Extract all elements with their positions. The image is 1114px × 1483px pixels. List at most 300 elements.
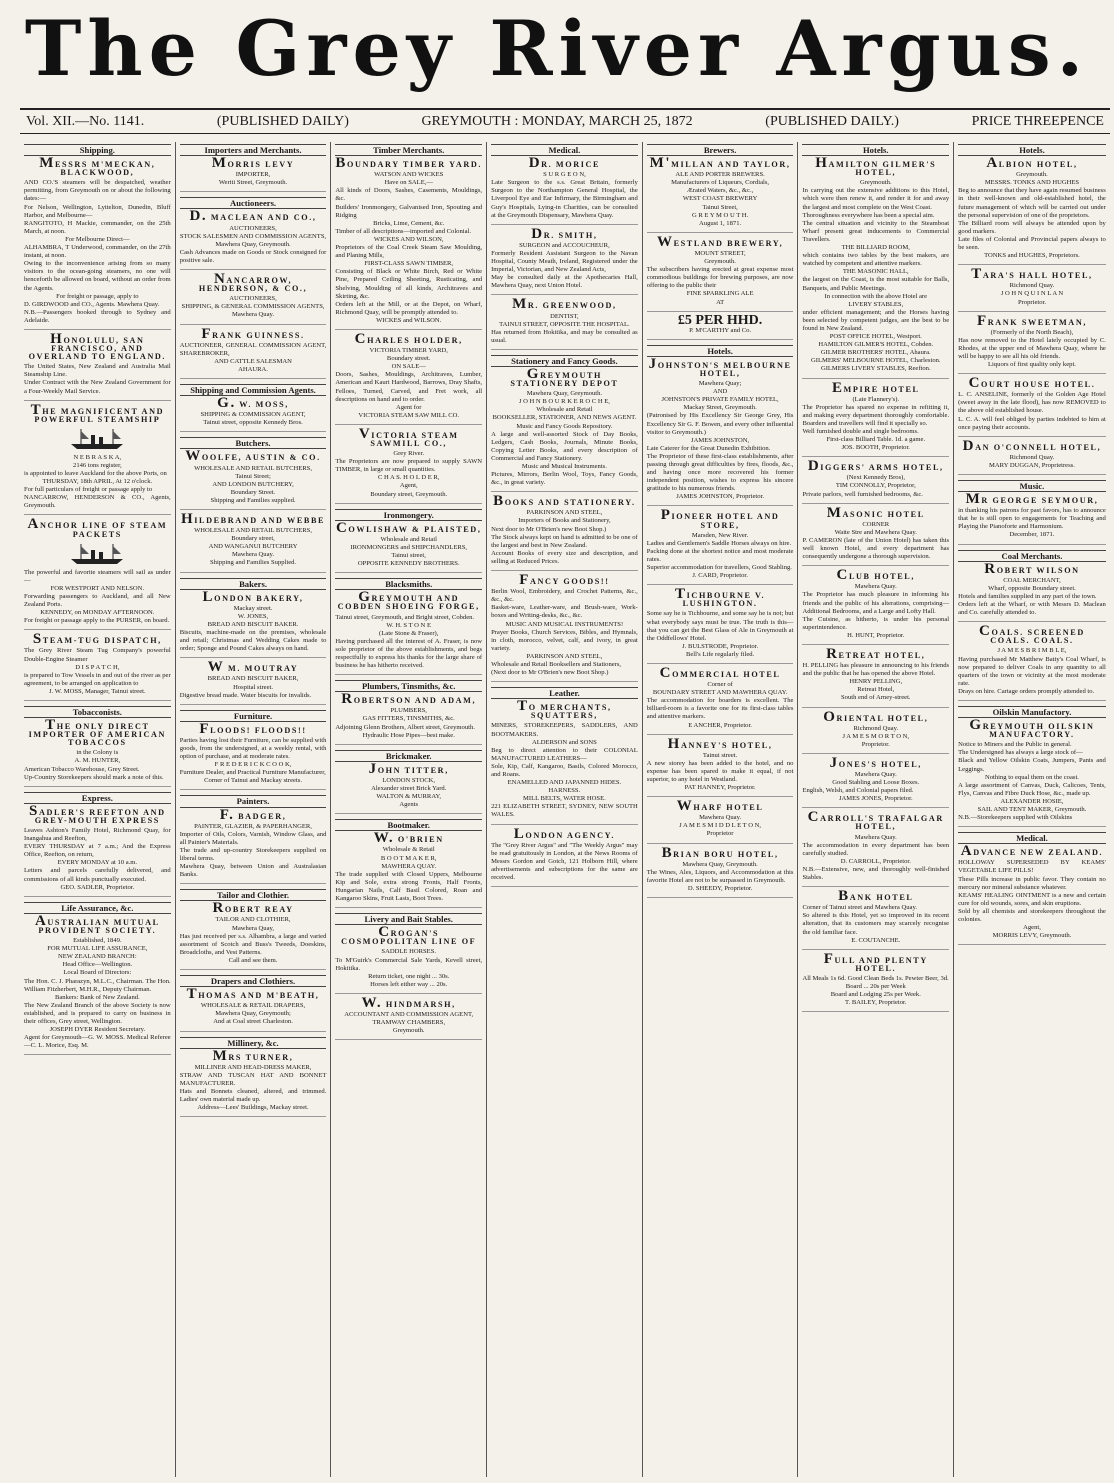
- column-5: [643, 142, 799, 1477]
- ad-text-line: TAINUI STREET, OPPOSITE THE HOSPITAL.: [499, 320, 630, 328]
- advertisement: [180, 155, 327, 192]
- ad-text-line: Horses left either way ... 20s.: [370, 980, 448, 988]
- advertiser-name: LONDON BAKERY,: [202, 588, 304, 605]
- section-heading: Express.: [24, 792, 171, 804]
- ad-text-line: D. CARROLL, Proprietor.: [840, 857, 911, 865]
- ad-text-line: AND WANGANUI BUTCHERY: [208, 543, 298, 551]
- ad-text-line: Call and see them.: [228, 956, 278, 964]
- ad-text-line: EVERY MONDAY at 10 a.m.: [57, 859, 138, 867]
- ad-text-line: Have on SALE,—: [384, 179, 433, 187]
- advertisement: [179, 659, 327, 704]
- advertisement: [958, 155, 1106, 265]
- ad-text-line: So altered is this Hotel, yet so improved in its recent alteration, that its customers may scarcely recognise the old familiar face.: [802, 912, 950, 936]
- ad-text-line: THE BILLIARD ROOM,: [841, 244, 910, 252]
- advertiser-name: ROBERT REAY: [212, 900, 294, 917]
- ad-text-line: ENAMELLED AND JAPANNED HIDES.: [507, 779, 622, 787]
- ad-text-line: American Tobacco Warehouse, Grey Street.: [24, 765, 140, 773]
- column-2: [176, 142, 332, 1477]
- ad-text-line: Has just received per s.s. Alhambra, a large and varied assortment of Scotch and Buss's Tweeds, Doeskins, Broadcloths, and Vest Patterns.: [179, 932, 327, 956]
- ad-text-line: Hydraulic Hose Pipes—best make.: [362, 731, 455, 739]
- advertiser-name: SADLER'S REEFTON AND GREY-MOUTH EXPRESS: [29, 802, 166, 825]
- ad-text-line: (Late Stone & Fraser),: [379, 629, 439, 637]
- advertiser-name: WOOLFE, AUSTIN & CO.: [185, 448, 321, 465]
- section-heading: Medical.: [491, 144, 638, 156]
- advertisement: [179, 208, 327, 270]
- ad-text-line: Hotels and families supplied in any part of the town.: [958, 592, 1097, 600]
- place-date: GREYMOUTH : MONDAY, MARCH 25, 1872: [421, 113, 693, 129]
- ad-text-line: Mackay street.: [233, 604, 273, 612]
- ad-text-line: PAT HANNEY, Proprietor.: [684, 784, 756, 792]
- section-heading: Brewers.: [647, 144, 794, 156]
- ad-text-line: GILMERS' MELBOURNE HOTEL, Charleston.: [810, 357, 941, 365]
- advertisement: [646, 233, 794, 312]
- advertiser-name: ALBION HOTEL,: [986, 155, 1078, 172]
- ad-text-line: RANGITOTO, H Mackie, commander, on the 25th March, at noon.: [24, 219, 171, 235]
- ad-text-line: Black and Yellow Oilskin Coats, Jumpers, Pants and Leggings.: [958, 757, 1106, 773]
- ad-text-line: T. BAILEY, Proprietor.: [845, 999, 907, 1007]
- advertiser-name: FRANK GUINNESS.: [201, 325, 305, 342]
- advertisement: [958, 491, 1106, 544]
- ad-text-line: STOCK SALESMEN AND COMMISSION AGENTS,: [179, 232, 327, 240]
- volume-number: Vol. XII.—No. 1141.: [26, 113, 145, 129]
- ad-text-line: Mawhera Quay, Greymouth.: [526, 390, 603, 398]
- advertiser-name: W. O'BRIEN: [373, 830, 444, 847]
- advertiser-name: CROGAN'S COSMOPOLITAN LINE OF: [341, 924, 477, 947]
- advertisement: [491, 225, 638, 296]
- ad-text-line: under efficient management; and the Horses having been selected by competent judges, are the best to be found in New Zealand.: [802, 308, 950, 332]
- ad-text-line: Music and Musical Instruments.: [521, 463, 607, 470]
- ad-text-line: PLUMBERS,: [390, 707, 427, 715]
- ad-text-line: FINE SPARKLING ALE: [686, 290, 754, 298]
- ad-text-line: Owing to the inconvenience arising from so many visitors to the ocean-going steamers, no one will henceforth be allowed on board, without an order from the Agents.: [24, 260, 171, 292]
- section-heading: Medical.: [958, 832, 1106, 844]
- ad-text-line: Corner of: [707, 681, 733, 689]
- ad-text-line: Importer of Oils, Colors, Varnish, Window Glass, and all Painter's Materials.: [179, 830, 327, 846]
- advertiser-name: TARA'S HALL HOTEL,: [971, 266, 1093, 283]
- advertiser-name: CLUB HOTEL,: [836, 567, 916, 584]
- ad-text-line: AUCTIONEER, GENERAL COMMISSION AGENT, SHAREBROKER,: [179, 341, 327, 357]
- ad-text-line: D. SHEEDY, Proprietor.: [687, 884, 753, 892]
- advertiser-name: RETREAT HOTEL,: [826, 645, 926, 662]
- section-heading: Leather.: [491, 687, 638, 699]
- ad-text-line: Boundary Street.: [230, 488, 276, 496]
- ad-text-line: Agent,: [1023, 924, 1041, 932]
- ad-text-line: (Formerly of the North Beach),: [990, 328, 1074, 336]
- ad-text-line: TONKS and HUGHES, Proprietors.: [984, 252, 1080, 260]
- ad-text-line: BOOKSELLER, STATIONER, AND NEWS AGENT.: [492, 414, 637, 422]
- advertiser-name: VICTORIA STEAM SAWMILL CO.,: [358, 425, 459, 448]
- advertisement: [180, 271, 327, 324]
- ad-text-line: ALHAMBRA, T Underwood, commander, on the 27th instant, at noon.: [24, 244, 171, 260]
- published-daily-right: (PUBLISHED DAILY.): [765, 113, 899, 129]
- advertisement: [802, 645, 950, 708]
- ad-text-line: Formerly Resident Assistant Surgeon to the Navan Hospital, County Meath, Ireland, Registered under the Imperial, Victorian, and New Zealand Acts,: [491, 249, 638, 274]
- ad-text-line: MILL BELTS, WATER HOSE.: [523, 795, 606, 803]
- ad-text-line: Richmond Quay.: [1009, 453, 1055, 461]
- advertisement: [958, 437, 1106, 475]
- advertisement: [802, 155, 950, 378]
- ad-text-line: C H A S. H O L D E R,: [377, 474, 440, 482]
- section-heading: Hotels.: [802, 144, 949, 156]
- ad-text-line: N.B.—Storekeepers supplied with Oilskins: [958, 814, 1073, 822]
- advertiser-name: W M. MOUTRAY: [207, 659, 299, 676]
- advertisement: [335, 691, 482, 744]
- advertisement: [335, 155, 483, 330]
- advertiser-name: EMPIRE HOTEL: [831, 379, 920, 396]
- advertiser-name: FRANK SWEETMAN,: [976, 312, 1087, 329]
- ad-text-line: WHOLESALE AND RETAIL BUTCHERS,: [194, 527, 312, 535]
- ad-text-line: POST OFFICE HOTEL, Westport.: [829, 333, 922, 341]
- advertisement: [802, 754, 949, 808]
- advertisement: [335, 830, 483, 908]
- ad-text-line: The Billiard room will always be attended upon by good markers.: [958, 219, 1106, 235]
- ad-text-line: is prepared to Tow Vessels in and out of the river as per agreement, to be arranged on application to: [24, 671, 171, 687]
- ad-text-line: The Hon. C. J. Pharazyn, M.L.C., Chairman. The Hon. William Fitzherbert, M.H.R., Deputy Chairman.: [24, 977, 171, 993]
- section-heading: Millinery, &c.: [180, 1037, 327, 1049]
- ad-text-line: AHAURA.: [238, 365, 268, 373]
- ad-text-line: Next door to Mr O'Brien's new Boot Shop.): [491, 525, 607, 533]
- ad-text-line: The trade and up-country Storekeepers supplied on liberal terms.: [179, 846, 327, 862]
- advertiser-name: THE ONLY DIRECT IMPORTER OF AMERICAN TOBACCOS: [28, 717, 167, 748]
- ad-text-line: D. GIRDWOOD and CO., Agents. Mawhera Quay.: [24, 300, 160, 308]
- ad-text-line: The central situation and vicinity to the Steamboat Wharf present great inducements to Commercial Travellers.: [802, 219, 950, 243]
- advertisement: [179, 588, 327, 659]
- ad-text-line: Tainui street, Greymouth, and Bright street, Cobden.: [335, 613, 475, 621]
- advertiser-name: D. MACLEAN AND CO.,: [189, 208, 317, 225]
- advertiser-name: ADVANCE NEW ZEALAND.: [960, 843, 1104, 860]
- advertisement: [646, 507, 794, 585]
- ad-text-line: COAL MERCHANT,: [1003, 576, 1061, 584]
- ad-text-line: NANCARROW, HENDERSON & CO., Agents, Greymouth.: [24, 494, 171, 510]
- ad-text-line: All kinds of Doors, Sashes, Casements, Mouldings, &c.: [335, 187, 483, 203]
- advertiser-name: HILDEBRAND AND WEBBE: [180, 511, 326, 527]
- ad-text-line: Timber of all descriptions—imported and Colonial.: [335, 227, 472, 235]
- ad-text-line: Leaves Ashton's Family Hotel, Richmond Quay, for Inangahua and Reefton,: [24, 827, 171, 843]
- ad-text-line: In connection with the above Hotel are: [824, 292, 928, 300]
- dateline: [20, 108, 1110, 134]
- ad-text-line: These Pills increase in public favor. They contain no mercury nor mineral substance whatever.: [958, 875, 1106, 891]
- ad-text-line: ACCOUNTANT AND COMMISSION AGENT,: [344, 1010, 474, 1018]
- advertiser-name: DR. SMITH,: [531, 225, 598, 242]
- ad-text-line: JAMES JONES, Proprietor.: [838, 795, 913, 803]
- column-7: [954, 142, 1110, 1477]
- ad-text-line: A large and well-assorted Stock of Day Books, Ledgers, Cash Books, Journals, Minute Books, Copying Letter Books, and every description of Commercial and Fancy Stationery.: [491, 430, 638, 462]
- ad-text-line: Doors, Sashes, Mouldings, Architraves, Lumber, American and Kauri Hardwood, Barrows, Dray Shafts, Felloes, Turned, Carved, and Fret work, all descriptions on hand and to order.: [335, 371, 483, 403]
- advertisement: [24, 330, 171, 401]
- advertiser-name: W. HINDMARSH,: [361, 994, 456, 1011]
- ad-text-line: MILLINER AND HEAD-DRESS MAKER,: [194, 1063, 312, 1071]
- advertiser-name: MORRIS LEVY: [211, 155, 295, 172]
- ad-text-line: Richmond Quay.: [1009, 282, 1055, 290]
- ad-text-line: 2146 tons register,: [73, 461, 122, 469]
- ad-text-line: BOUNDARY STREET AND MAWHERA QUAY.: [652, 689, 788, 697]
- ad-text-line: Beg to direct attention to their COLONIAL MANUFACTURED LEATHERS—: [491, 746, 638, 762]
- ad-text-line: Proprietor.: [1017, 298, 1046, 306]
- section-heading: Livery and Bait Stables.: [335, 913, 482, 925]
- ad-text-line: Wholesale & Retail: [382, 846, 435, 854]
- advertisement: [491, 296, 638, 349]
- ad-text-line: Proprietor.: [861, 740, 890, 748]
- ad-text-line: For full particulars of freight or passage apply to: [24, 486, 153, 494]
- section-heading: Brickmaker.: [335, 750, 482, 762]
- ad-text-line: Parties having lost their Furniture, can be supplied with goods, from the undersigned, at a weekly rental, with option of purchase, and at moderate rates.: [179, 736, 327, 761]
- advertiser-name: NANCARROW, HENDERSON, & CO.,: [198, 271, 308, 294]
- ad-text-line: August 1, 1871.: [699, 219, 742, 227]
- advertiser-name: STEAM-TUG DISPATCH,: [32, 631, 162, 648]
- ad-text-line: (Next Kennedy Bros),: [846, 474, 905, 482]
- ad-text-line: Agent,: [399, 482, 418, 490]
- advertisement: [958, 843, 1106, 945]
- advertisement: [335, 425, 483, 504]
- price-headline: £5 PER HHD.: [677, 312, 763, 328]
- advertisement: [647, 312, 794, 340]
- section-heading: Blacksmiths.: [335, 578, 482, 590]
- advertiser-name: ROBERTSON AND ADAM,: [341, 691, 477, 708]
- ad-text-line: WATSON AND WICKES: [374, 171, 444, 179]
- advertisement: [24, 631, 171, 701]
- ad-text-line: Shipping and Families Supplied.: [209, 559, 297, 567]
- section-heading: Hotels.: [647, 345, 794, 357]
- ad-text-line: PARKINSON AND STEEL,: [526, 509, 603, 517]
- advertiser-name: JOHNSTON'S MELBOURNE HOTEL,: [648, 355, 792, 378]
- ad-text-line: The New Zealand Branch of the above Society is now established, and is prepared to carry on business in their offices, Grey street, Wellington.: [24, 1001, 171, 1025]
- ad-text-line: Mawhera Quay;: [698, 380, 742, 388]
- ad-text-line: Orders left at the Wharf, or with Messrs D. Maclean and Co. carefully attended to.: [958, 601, 1106, 617]
- ad-text-line: B O O T M A K E R,: [380, 854, 437, 862]
- advertisement: [180, 511, 327, 573]
- advertiser-name: COWLISHAW & PLAISTED,: [335, 519, 482, 536]
- advertisement: [491, 493, 638, 571]
- ad-text-line: BREAD AND BISCUIT BAKER.: [207, 620, 299, 628]
- ad-text-line: Mawhera Quay.: [854, 833, 897, 841]
- ad-text-line: in thanking his patrons for past favors, has to announce that he is still open to engagements for Teaching and Playing the Pianoforte and Harmonium.: [958, 507, 1106, 531]
- ad-text-line: English, Welsh, and Colonial papers filed.: [802, 787, 914, 795]
- ad-text-line: E ANCHER, Proprietor.: [688, 721, 752, 729]
- ad-text-line: Greymouth.: [392, 1027, 425, 1035]
- ad-text-line: Late Surgeon to the s.s. Great Britain, formerly Surgeon to the Northampton General Hospital, the Liverpool Eye and Ear Infirmary, the Birmingham and Guy's Hospitals, Lying-in Charities, can be consulted at the Greymouth Dispensary, Mawhera Quay.: [491, 179, 638, 219]
- ad-text-line: Established, 1849.: [73, 937, 122, 945]
- ad-text-line: Head Office—Wellington.: [62, 961, 133, 969]
- ad-text-line: is appointed to leave Auckland for the above Ports, on: [24, 470, 167, 477]
- ad-text-line: Hats and Bonnets cleaned, altered, and trimmed. Ladies' own material made up.: [179, 1087, 327, 1104]
- ad-text-line: Mawhera Quay, between Union and Australasian Banks.: [179, 863, 327, 879]
- advertisement: [646, 355, 794, 507]
- ad-text-line: For freight or passage apply to the PURSER, on board.: [24, 617, 170, 625]
- advertisement: [491, 155, 638, 225]
- advertisement: [179, 720, 327, 791]
- advertiser-name: BOUNDARY TIMBER YARD.: [335, 155, 483, 172]
- ad-text-line: Nothing to equal them on the coast.: [984, 773, 1079, 781]
- ad-text-line: CORNER: [862, 520, 890, 528]
- ad-text-line: H. HUNT, Proprietor.: [847, 631, 905, 639]
- ad-text-line: N E B R A S K A,: [73, 453, 122, 461]
- price: PRICE THREEPENCE: [971, 113, 1104, 129]
- ad-text-line: Boundary street, Greymouth.: [370, 490, 448, 498]
- advertiser-name: JOHN TITTER,: [368, 760, 449, 777]
- ad-text-line: Boundary street,: [231, 535, 275, 543]
- published-daily-left: (PUBLISHED DAILY): [216, 113, 349, 129]
- ad-text-line: December, 1871.: [1009, 531, 1055, 539]
- advertisement: [491, 572, 638, 682]
- advertiser-name: CHARLES HOLDER,: [354, 330, 463, 347]
- advertisement: [179, 900, 327, 970]
- ad-text-line: Basket-ware, Leather-ware, and Brush-ware, Work-boxes and Writing-desks, &c., &c.: [491, 604, 638, 620]
- advertisement: [646, 664, 794, 735]
- advertisement: [647, 798, 794, 843]
- ad-text-line: Drays on hire. Cartage orders promptly attended to.: [958, 687, 1095, 695]
- ad-text-line: For Melbourne Direct—: [65, 235, 130, 243]
- ad-text-line: Mawhera Quay.: [854, 771, 897, 778]
- ad-text-line: W. JONES,: [237, 612, 269, 620]
- advertiser-name: MRS TURNER,: [212, 1047, 294, 1064]
- ad-text-line: Local Board of Directors:: [63, 969, 132, 977]
- advertiser-name: PIONEER HOTEL AND STORE,: [660, 507, 780, 530]
- section-heading: Music.: [958, 480, 1106, 492]
- ad-text-line: Furniture Dealer, and Practical Furniture Manufacturer,: [179, 769, 326, 777]
- ad-text-line: First-class Billiard Table. 1d. a game.: [826, 436, 926, 444]
- ad-text-line: ALE AND PORTER BREWERS.: [675, 171, 765, 179]
- ad-text-line: The Wines, Ales, Liquors, and Accommodation at this favorite Hotel are not to be surpassed in Greymouth.: [646, 868, 794, 884]
- advertiser-name: MR GEORGE SEYMOUR,: [965, 491, 1099, 508]
- ad-text-line: South end of Arney-street.: [840, 694, 911, 702]
- advertiser-name: GREYMOUTH STATIONERY DEPOT: [510, 365, 619, 389]
- advertiser-name: DAN O'CONNELL HOTEL,: [962, 437, 1102, 454]
- ad-text-line: The Undersigned has always a large stock of—: [958, 749, 1083, 757]
- ad-text-line: Sole, Kip, Calf, Kangaroo, Basils, Colored Morocco, and Roans.: [491, 762, 638, 778]
- ad-text-line: To M'Guirk's Commercial Sale Yards, Kevell street, Hokitika.: [335, 956, 483, 972]
- ad-text-line: VICTORIA TIMBER YARD,: [369, 347, 448, 355]
- ad-text-line: A new storey has been added to the hotel, and no expense has been spared to make it equal, if not superior, to any hotel in Westland.: [646, 759, 794, 783]
- advertisement: [180, 986, 327, 1031]
- advertiser-name: HONOLULU, SAN FRANCISCO, AND OVERLAND TO ENGLAND.: [28, 330, 167, 362]
- section-heading: Life Assurance, &c.: [24, 902, 171, 914]
- ad-text-line: Waite Stre and Mawhera Quay.: [834, 528, 917, 536]
- ad-text-line: F R E D E R I C K C O O K,: [214, 761, 292, 769]
- ad-text-line: Late files of Colonial and Provincial papers always to be seen.: [958, 235, 1106, 252]
- ad-text-line: Greymouth.: [1016, 171, 1048, 179]
- ad-text-line: Marsden, New River.: [691, 531, 749, 539]
- advertisement: [958, 717, 1106, 827]
- ad-text-line: MOUNT STREET,: [694, 249, 746, 257]
- ad-text-line: STRAW AND TUSCAN HAT AND BONNET MANUFACTURER.: [179, 1071, 327, 1087]
- ad-text-line: May be consulted daily at the Apothecaries Hall, Mawhera Quay, next Union Hotel.: [491, 274, 638, 290]
- ad-text-line: (Next door to Mr O'Brien's new Boot Shop.): [491, 669, 609, 677]
- ad-text-line: Tainui street, opposite Kennedy Bros.: [203, 419, 303, 427]
- ad-text-line: The powerful and favorite steamers will sail as under—: [24, 568, 171, 584]
- section-heading: Butchers.: [180, 437, 327, 449]
- ad-text-line: Good Stabling and Loose Boxes.: [832, 779, 920, 787]
- advertisement: [802, 379, 950, 458]
- advertisement: [802, 708, 949, 754]
- ad-text-line: Retreat Hotel,: [857, 686, 895, 694]
- section-heading: Shipping and Commission Agents.: [180, 384, 327, 396]
- ad-text-line: Adjoining Glenn Brothers, Albert street, Greymouth.: [335, 723, 475, 731]
- ad-text-line: Proprietor: [706, 830, 734, 838]
- ad-text-line: Under Contract with the New Zealand Government for a Four-Weekly Mail Service.: [24, 379, 171, 395]
- advertiser-name: COURT HOUSE HOTEL.: [968, 375, 1096, 392]
- advertisement: [646, 735, 794, 798]
- ad-text-line: The Grey River Steam Tug Company's powerful Double-Engine Steamer: [24, 647, 171, 663]
- ad-text-line: JOHNSTON'S PRIVATE FAMILY HOTEL,: [661, 396, 779, 404]
- ad-text-line: J A M E S B R I M B L E,: [997, 647, 1067, 655]
- advertiser-name: TICHBOURNE V. LUSHINGTON.: [675, 586, 766, 609]
- ad-text-line: Boundary street.: [386, 355, 431, 363]
- advertisement: [802, 809, 950, 887]
- ad-text-line: Agent for Greymouth—G. W. MOSS. Medical Referee—C. L. Morice, Esq. M.: [24, 1034, 171, 1050]
- advertisement: [335, 589, 483, 675]
- ad-text-line: NEW ZEALAND BRANCH:: [58, 953, 137, 961]
- ad-text-line: Corner of Tainui and Mackay streets.: [204, 777, 302, 785]
- advertisement: [647, 155, 794, 233]
- advertisement: [335, 330, 483, 425]
- advertiser-name: CARROLL'S TRAFALGAR HOTEL,: [807, 809, 944, 832]
- advertiser-name: GREYMOUTH OILSKIN MANUFACTORY.: [969, 717, 1095, 740]
- ad-text-line: The Proprietor has much pleasure in informing his friends and the public of his alterations, comprising—Additional Bedrooms, and a Large and Lofty Hall.: [802, 591, 950, 615]
- ad-text-line: Beg to announce that they have again resumed business in their well-known and old-established hotel, the future management of which will be carried out under the personal supervision of one of the proprietors.: [958, 187, 1106, 219]
- ad-text-line: N.B.—Extensive, new, and thoroughly well-finished Stables.: [802, 865, 950, 882]
- ad-text-line: MAWHERA QUAY.: [381, 862, 437, 870]
- ad-text-line: WALTON & MURRAY,: [376, 793, 442, 801]
- ad-text-line: For freight or passage, apply to: [56, 292, 139, 300]
- ad-text-line: EVERY THURSDAY at 7 a.m.; And the Express Office, Reefton, on return,: [24, 843, 171, 859]
- ad-text-line: S U R G E O N,: [543, 171, 586, 179]
- ad-text-line: Bell's Life regularly filed.: [685, 650, 755, 658]
- ad-text-line: (Late Flannery's).: [852, 395, 900, 403]
- ad-text-line: the largest on the Coast, is the most suitable for Balls, Banquets, and Public Meetings.: [802, 276, 950, 292]
- section-heading: Importers and Merchants.: [180, 144, 327, 156]
- ad-text-line: The subscribers having erected at great expense most commodious buildings for brewing purposes, are now offering to the public their: [646, 266, 794, 290]
- ad-text-line: IMPORTER,: [235, 171, 271, 179]
- ad-text-line: AND LONDON BUTCHERY,: [212, 480, 294, 488]
- advertisement: [802, 888, 950, 950]
- ad-text-line: ALEXANDER HOSIE,: [1000, 797, 1064, 805]
- ad-text-line: The United States, New Zealand and Australia Mail Steamship Line.: [24, 363, 171, 379]
- advertiser-name: COMMERCIAL HOTEL: [659, 664, 781, 681]
- ad-text-line: WHOLESALE & RETAIL DRAPERS,: [200, 1002, 306, 1010]
- section-heading: Tobacconists.: [24, 706, 171, 718]
- ad-text-line: L. C. A. will feel obliged by parties indebted to him at once paying their accounts.: [958, 415, 1106, 431]
- ad-text-line: Digestive bread made. Water biscuits for invalids.: [179, 691, 312, 699]
- ad-text-line: ON SALE—: [391, 363, 426, 371]
- ad-text-line: N.B.—Passengers booked through to Sydney and Adelaide.: [24, 308, 171, 324]
- ad-text-line: 221 ELIZABETH STREET, SYDNEY, NEW SOUTH WALES.: [491, 803, 638, 819]
- ad-text-line: Tainui Street;: [235, 472, 271, 480]
- ad-text-line: WICKES AND WILSON,: [373, 235, 444, 243]
- ad-text-line: The Proprietor has spared no expense in refitting it, and making every department thoroughly comfortable. Boarders and travellers will find it specially so.: [802, 403, 950, 427]
- ad-text-line: Having purchased Mr Matthew Batty's Coal Wharf, is now prepared to deliver Coals in any quantity to all quarters of the town or vicinity at the most moderate rate.: [958, 655, 1106, 687]
- ad-text-line: WEST COAST BREWERY: [682, 195, 758, 203]
- advertisement: [335, 924, 483, 994]
- ad-text-line: Sold by all chemists and storekeepers throughout the colonies.: [958, 907, 1106, 924]
- ad-text-line: Greymouth.: [859, 179, 892, 187]
- ad-text-line: Mawhera Quay,: [232, 924, 275, 932]
- advertiser-name: MESSRS M'MECKAN, BLACKWOOD,: [39, 155, 156, 178]
- ad-text-line: THE MASONIC HALL,: [842, 268, 909, 276]
- ad-text-line: JOSEPH DYER Resident Secretary.: [49, 1026, 146, 1034]
- ad-text-line: All Meals 1s 6d. Good Clean Beds 1s. Pewter Beer, 3d.: [802, 974, 949, 982]
- ad-text-line: Hospital street.: [233, 683, 273, 691]
- ad-text-line: E. COUTANCHE.: [851, 936, 901, 944]
- ad-text-line: MARY DUGGAN, Proprietress.: [989, 461, 1075, 469]
- ad-text-line: Liquors of first quality only kept.: [988, 361, 1076, 369]
- advertisement: [802, 458, 949, 503]
- ad-text-line: Well furnished double and single bedrooms.: [802, 428, 919, 435]
- advertisement: [958, 312, 1106, 375]
- ad-text-line: SHIPPING & COMMISSION AGENT,: [200, 411, 306, 419]
- ad-text-line: Agent for: [395, 403, 422, 411]
- ad-text-line: HARNESS.: [548, 787, 581, 795]
- ad-text-line: Mackay Street, Greymouth.: [683, 404, 757, 412]
